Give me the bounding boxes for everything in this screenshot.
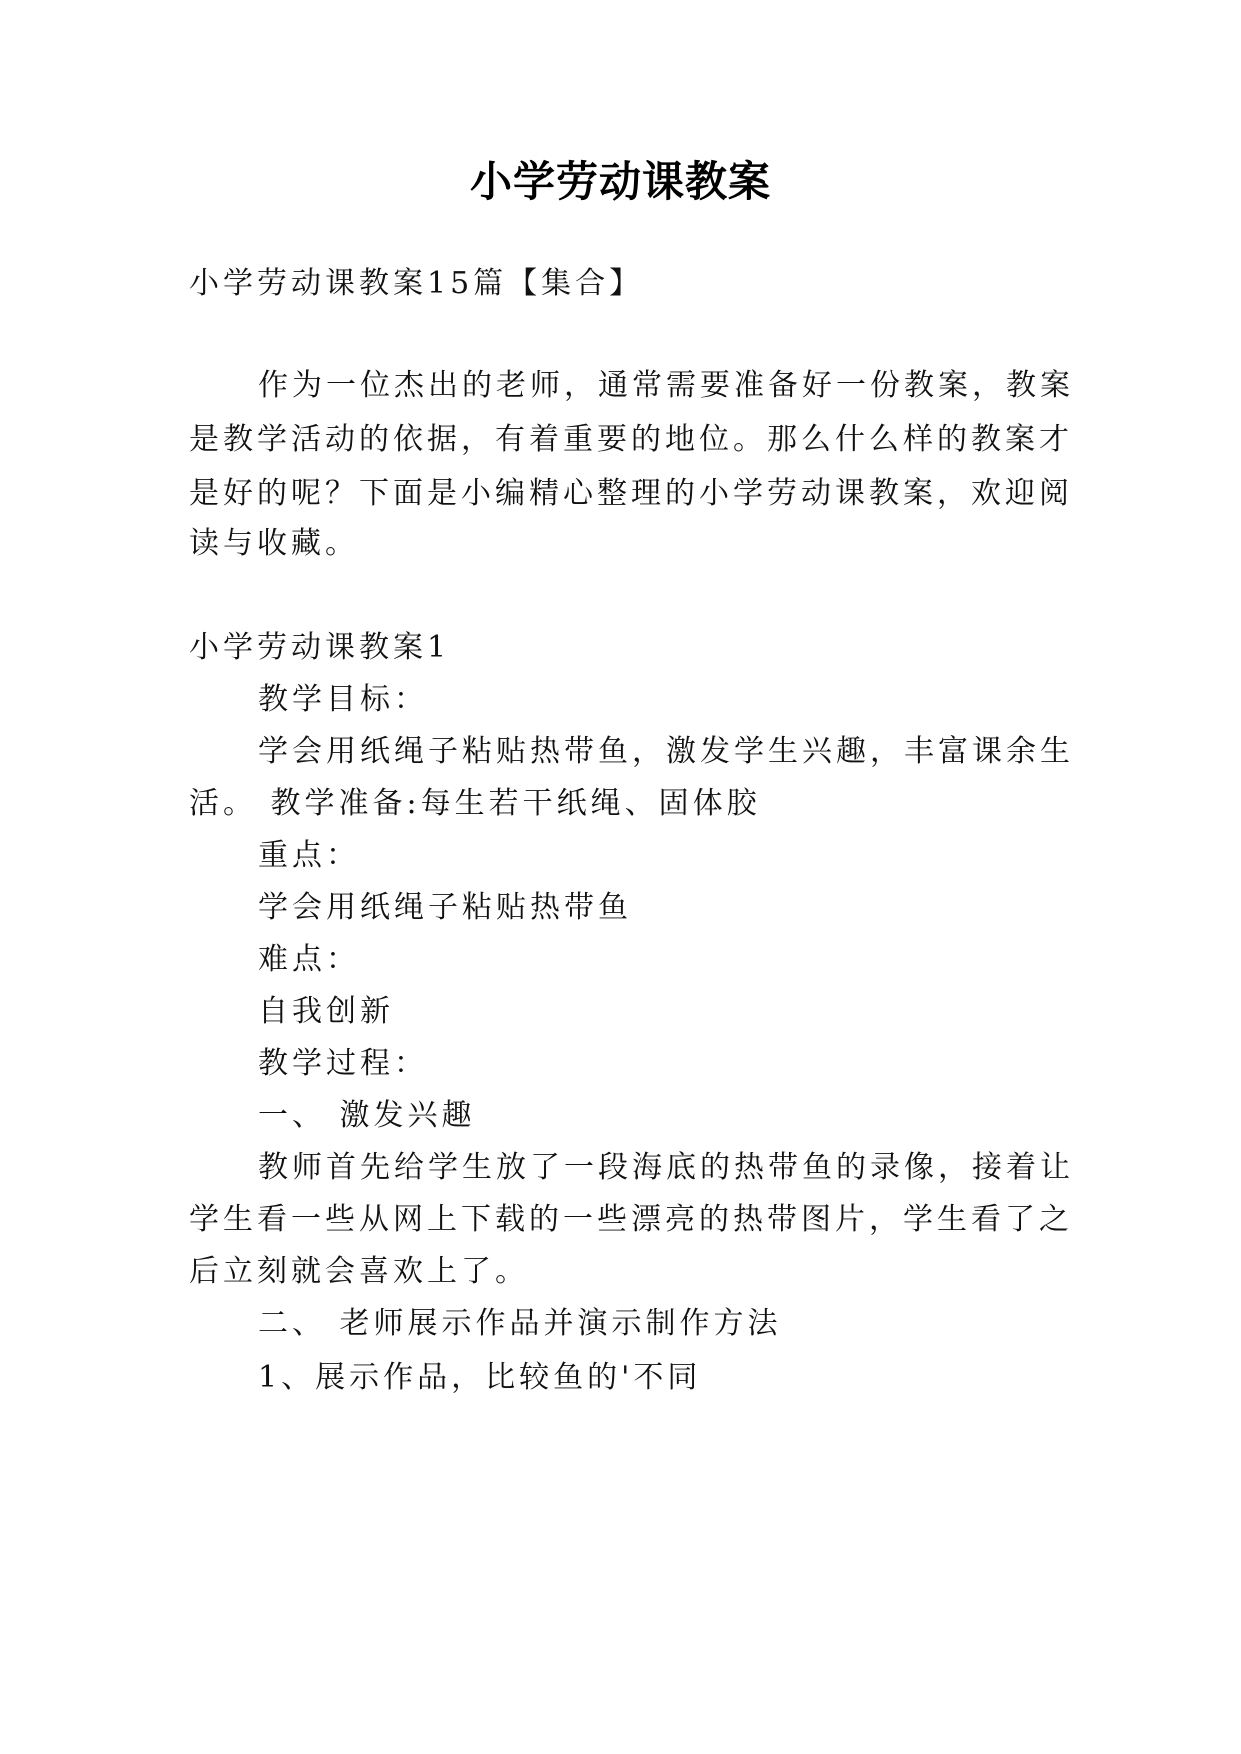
document-title: 小学劳动课教案 <box>469 157 771 206</box>
step-line: 二、 老师展示作品并演示制作方法 <box>258 1306 782 1341</box>
body-line: 学生看一些从网上下载的一些漂亮的热带图片，学生看了之 <box>189 1202 1073 1237</box>
body-line: 学会用纸绳子粘贴热带鱼 <box>258 890 632 925</box>
section-heading: 小学劳动课教案1 <box>189 630 451 665</box>
label-line: 重点： <box>258 838 360 873</box>
intro-line: 是好的呢？下面是小编精心整理的小学劳动课教案，欢迎阅 <box>189 476 1073 511</box>
label-line: 教学过程： <box>258 1046 428 1081</box>
body-line: 活。 教学准备:每生若干纸绳、固体胶 <box>189 786 761 821</box>
label-line: 教学目标： <box>258 682 428 717</box>
label-line: 难点： <box>258 942 360 977</box>
intro-line: 作为一位杰出的老师，通常需要准备好一份教案，教案 <box>258 368 1074 403</box>
intro-line: 是教学活动的依据，有着重要的地位。那么什么样的教案才 <box>189 422 1073 457</box>
body-line: 自我创新 <box>258 994 394 1029</box>
body-line: 后立刻就会喜欢上了。 <box>189 1254 529 1289</box>
intro-line: 读与收藏。 <box>189 526 359 561</box>
body-line: 1、展示作品，比较鱼的'不同 <box>258 1360 702 1395</box>
body-line: 教师首先给学生放了一段海底的热带鱼的录像，接着让 <box>258 1150 1074 1185</box>
step-line: 一、 激发兴趣 <box>258 1098 476 1133</box>
body-line: 学会用纸绳子粘贴热带鱼，激发学生兴趣，丰富课余生 <box>258 734 1074 769</box>
document-subtitle: 小学劳动课教案15篇【集合】 <box>189 266 644 301</box>
